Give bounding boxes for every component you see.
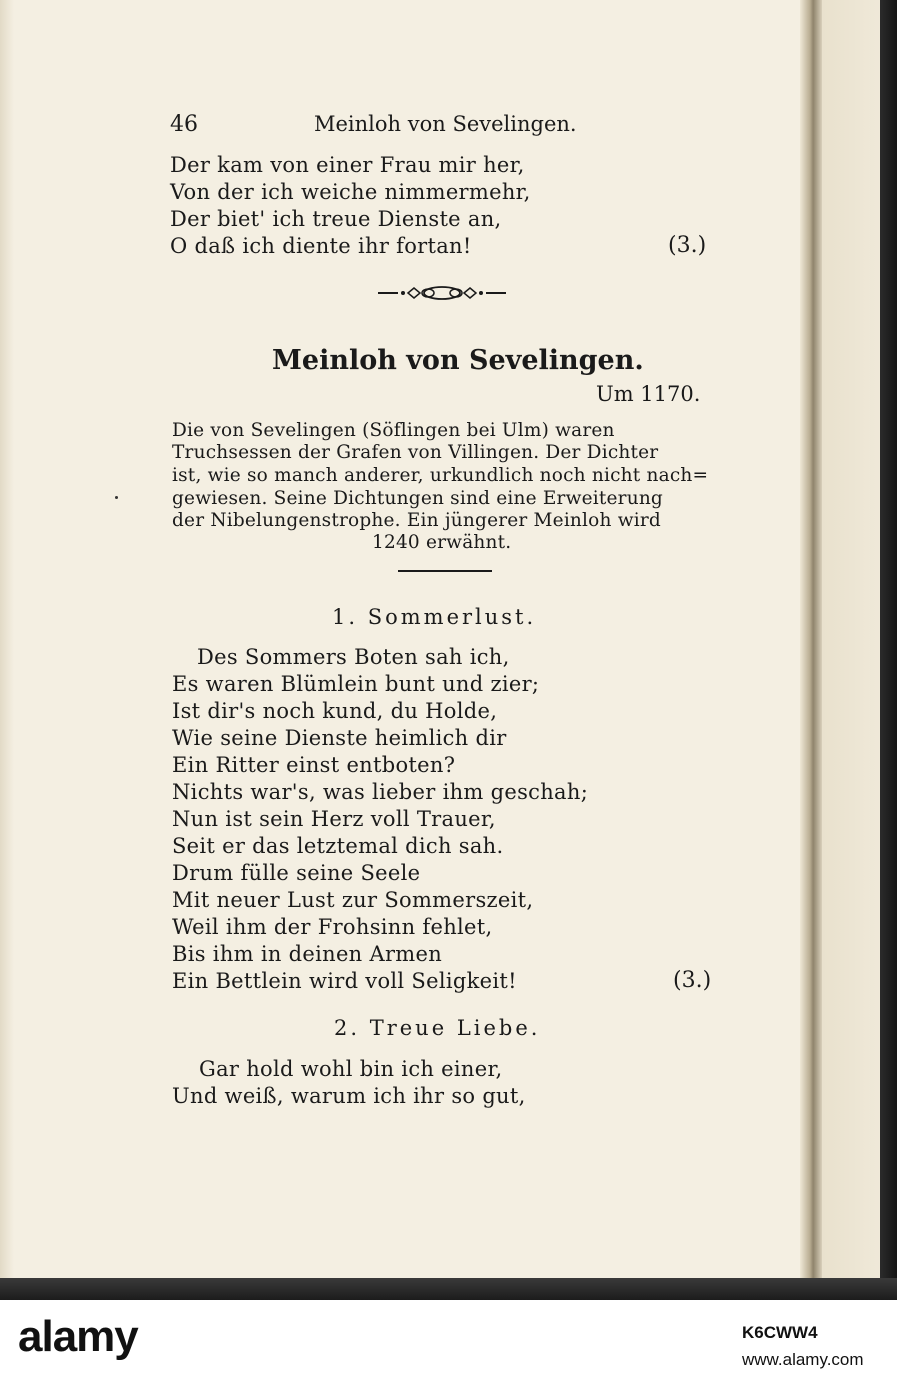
verse-line: Des Sommers Boten sah ich, — [197, 645, 510, 669]
verse-line: Nichts war's, was lieber ihm geschah; — [172, 780, 589, 804]
ornamental-divider-icon — [378, 283, 506, 307]
verse-line: Wie seine Dienste heimlich dir — [172, 726, 507, 750]
section-date: Um 1170. — [596, 382, 701, 406]
stanza-count: (3.) — [673, 968, 712, 993]
bio-line: ist, wie so manch anderer, urkundlich noch nicht nach= — [172, 465, 709, 486]
poem-heading: 2. Treue Liebe. — [334, 1016, 541, 1040]
verse-line: O daß ich diente ihr fortan! — [170, 234, 472, 258]
verse-line: Von der ich weiche nimmermehr, — [170, 180, 531, 204]
watermark-url: www.alamy.com — [742, 1350, 864, 1369]
page-edge — [0, 0, 14, 1300]
verse-line: Nun ist sein Herz voll Trauer, — [172, 807, 496, 831]
verse-line: Bis ihm in deinen Armen — [172, 942, 443, 966]
poem-heading: 1. Sommerlust. — [332, 605, 537, 629]
section-rule — [398, 570, 492, 572]
verse-line: Es waren Blümlein bunt und zier; — [172, 672, 540, 696]
verse-line: Seit er das letztemal dich sah. — [172, 834, 504, 858]
verse-line: Mit neuer Lust zur Sommerszeit, — [172, 888, 534, 912]
page-number: 46 — [170, 112, 198, 137]
section-title: Meinloh von Sevelingen. — [272, 345, 644, 376]
verse-line: Ein Ritter einst entboten? — [172, 753, 456, 777]
verse-line: Ein Bettlein wird voll Seligkeit! — [172, 969, 517, 993]
alamy-logo: alamy — [18, 1312, 138, 1361]
verse-line: Der kam von einer Frau mir her, — [170, 153, 525, 177]
verse-line: Ist dir's noch kund, du Holde, — [172, 699, 498, 723]
bio-line: Die von Sevelingen (Söflingen bei Ulm) waren — [172, 420, 615, 441]
bio-line: gewiesen. Seine Dichtungen sind eine Erweiterung — [172, 488, 663, 509]
book-cover-right — [880, 0, 897, 1300]
image-id: K6CWW4 — [742, 1323, 818, 1342]
book-gutter — [800, 0, 822, 1300]
bio-line: 1240 erwähnt. — [372, 532, 512, 553]
verse-line: Weil ihm der Frohsinn fehlet, — [172, 915, 493, 939]
bio-line: der Nibelungenstrophe. Ein jüngerer Meinloh wird — [172, 510, 661, 531]
book-cover-bottom — [0, 1278, 897, 1300]
bio-line: Truchsessen der Grafen von Villingen. Der Dichter — [172, 442, 659, 463]
stanza-count: (3.) — [668, 233, 707, 258]
page-speck — [115, 496, 118, 499]
verse-line: Der biet' ich treue Dienste an, — [170, 207, 502, 231]
verse-line: Gar hold wohl bin ich einer, — [199, 1057, 503, 1081]
verse-line: Und weiß, warum ich ihr so gut, — [172, 1084, 526, 1108]
running-head: Meinloh von Sevelingen. — [314, 112, 577, 136]
verse-line: Drum fülle seine Seele — [172, 861, 421, 885]
